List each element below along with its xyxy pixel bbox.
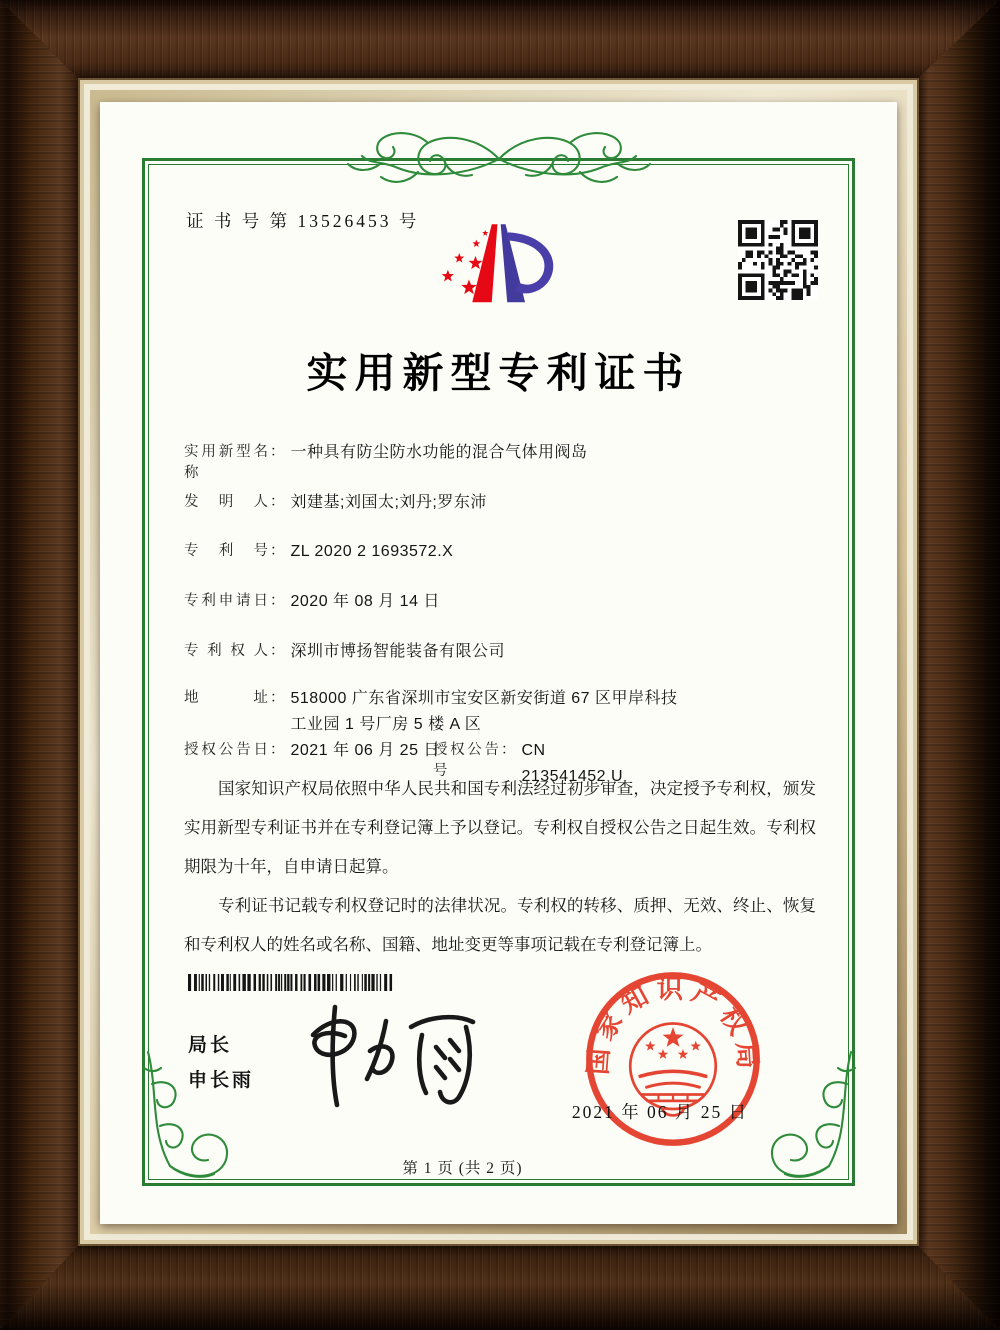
field-patentee: 专利权人 ： 深圳市博扬智能装备有限公司 bbox=[184, 639, 505, 665]
signer-name: 申长雨 bbox=[188, 1070, 255, 1091]
legal-paragraph-2: 专利证书记载专利权登记时的法律状况。专利权的转移、质押、无效、终止、恢复和专利权人的姓名或名称、国籍、地址变更等事项记载在专利登记簿上。 bbox=[184, 897, 816, 954]
field-label: 授权公告号 bbox=[433, 742, 499, 779]
field-value: ZL 2020 2 1693572.X bbox=[290, 543, 454, 560]
field-label: 实用新型名称 bbox=[184, 444, 268, 481]
field-label: 专利号 bbox=[184, 543, 268, 559]
patent-certificate-page bbox=[100, 102, 897, 1224]
frame-wood-right bbox=[916, 0, 1000, 1330]
signer-post-label: 局长 bbox=[188, 1035, 233, 1056]
field-value: 深圳市博扬智能装备有限公司 bbox=[290, 643, 506, 660]
field-value: 刘建基;刘国太;刘丹;罗东沛 bbox=[290, 494, 487, 511]
cnipa-logo-icon bbox=[430, 202, 560, 326]
field-label: 专利权人 bbox=[184, 643, 268, 659]
field-application-date: 专利申请日 ： 2020 年 08 月 14 日 bbox=[184, 589, 440, 615]
field-address: 地址 ： 518000 广东省深圳市宝安区新安街道 67 区甲岸科技工业园 1 号厂房 5 楼 A 区 bbox=[184, 686, 693, 738]
field-value: 一种具有防尘防水功能的混合气体用阀岛 bbox=[290, 444, 588, 461]
seal-date: 2021 年 06 月 25 日 bbox=[571, 1102, 749, 1122]
field-value: 2020 年 08 月 14 日 bbox=[290, 593, 440, 610]
field-patent-number: 专利号 ： ZL 2020 2 1693572.X bbox=[184, 539, 453, 565]
seal-ring-text: 国家知识产权局 bbox=[582, 974, 764, 1076]
field-inventors: 发明人 ： 刘建基;刘国太;刘丹;罗东沛 bbox=[184, 490, 487, 516]
field-utility-model-name: 实用新型名称 ： 一种具有防尘防水功能的混合气体用阀岛 bbox=[184, 440, 588, 482]
field-value: 518000 广东省深圳市宝安区新安街道 67 区甲岸科技工业园 1 号厂房 5 楼 A 区 bbox=[290, 690, 678, 733]
frame-wood-bottom bbox=[0, 1244, 1000, 1330]
signer-block bbox=[188, 1028, 254, 1098]
frame-wood-top bbox=[0, 0, 1000, 80]
field-label: 授权公告日 bbox=[184, 742, 268, 758]
field-value: 2021 年 06 月 25 日 bbox=[290, 742, 440, 759]
certificate-title: 实用新型专利证书 bbox=[306, 350, 691, 396]
field-value: CN 213541452 U bbox=[521, 742, 624, 785]
director-handwritten-signature bbox=[298, 995, 503, 1113]
field-label: 专利申请日 bbox=[184, 593, 268, 609]
field-label: 发明人 bbox=[184, 494, 268, 510]
frame-wood-left bbox=[0, 0, 80, 1330]
qr-code bbox=[738, 220, 818, 300]
page-number: 第 1 页 (共 2 页) bbox=[402, 1160, 523, 1177]
field-grant-date: 授权公告日 ： 2021 年 06 月 25 日 授权公告号 ： CN 213541452 U bbox=[184, 738, 440, 764]
field-grant-number: 授权公告号 ： CN 213541452 U bbox=[433, 738, 624, 790]
barcode bbox=[188, 974, 394, 991]
legal-paragraph-1: 国家知识产权局依照中华人民共和国专利法经过初步审查，决定授予专利权，颁发实用新型专利证书并在专利登记簿上予以登记。专利权自授权公告之日起生效。专利权期限为十年，自申请日起算。 bbox=[184, 780, 816, 876]
certificate-number: 证 书 号 第 13526453 号 bbox=[186, 211, 420, 231]
legal-text-block bbox=[184, 770, 816, 965]
svg-text:国家知识产权局 bbox=[583, 974, 764, 1076]
field-label: 地址 bbox=[184, 690, 268, 706]
